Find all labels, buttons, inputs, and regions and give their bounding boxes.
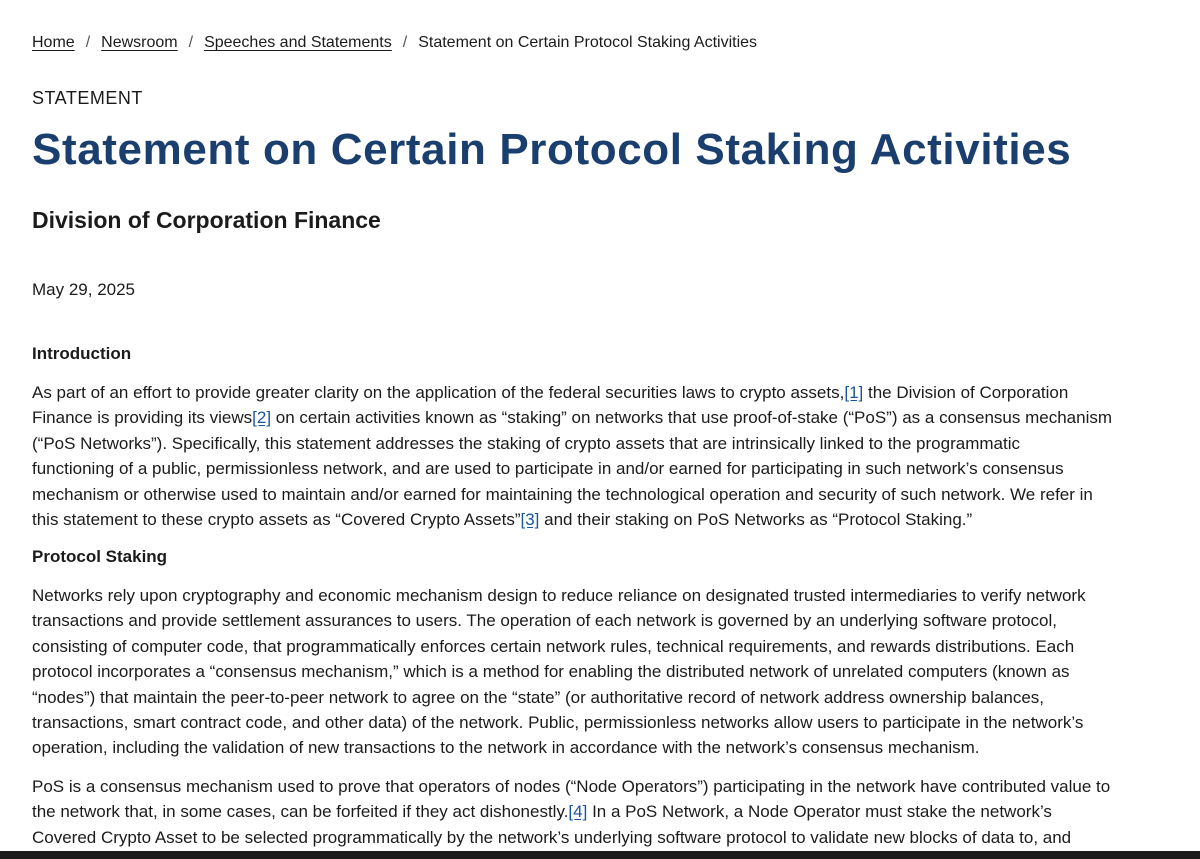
paragraph-line: functioning of a public, permissionless network, and are used to participate in and/or earned for participating in such network’s consensus <box>32 459 1064 479</box>
page-title: Statement on Certain Protocol Staking Activities <box>32 125 1072 174</box>
paragraph-line <box>32 380 1172 405</box>
paragraph-line: Networks rely upon cryptography and economic mechanism design to reduce reliance on designated trusted intermediaries to verify network <box>32 586 1086 605</box>
introduction-heading: Introduction <box>32 344 132 363</box>
breadcrumb-separator: / <box>85 34 91 51</box>
breadcrumb-current: Statement on Certain Protocol Staking Activities <box>418 34 758 51</box>
paragraph-line: protocol incorporates a “consensus mechanism,” which is a method for enabling the distributed network of unrelated computers (known as <box>32 662 1070 682</box>
footnote-1-link[interactable]: [1] <box>844 383 864 402</box>
protocol-staking-paragraph-2 <box>32 774 1172 850</box>
text-run: As part of an effort to provide greater clarity on the application of the federal securities laws to crypto assets, <box>32 383 845 402</box>
division-name: Division of Corporation Finance <box>32 207 381 233</box>
article-type-label: STATEMENT <box>32 88 143 108</box>
text-run: In a PoS Network, a Node Operator must stake the network’s <box>592 802 1052 822</box>
text-run: on certain activities known as “staking” on networks that use proof-of-stake (“PoS”) as a consensus mechanism <box>275 408 1113 428</box>
text-run: the Division of Corporation <box>867 383 1069 402</box>
breadcrumb-separator: / <box>188 34 194 51</box>
paragraph-line: consisting of computer code, that programmatically enforces certain network rules, technical requirements, and rewards distributions. Each <box>32 636 1075 656</box>
text-run: and their staking on PoS Networks as “Protocol Staking.” <box>544 510 973 530</box>
paragraph-line: (“PoS Networks”). Specifically, this statement addresses the staking of crypto assets that are intrinsically linked to the programmatic <box>32 433 1020 453</box>
breadcrumb-home-link[interactable]: Home <box>32 34 75 51</box>
breadcrumb <box>32 33 757 53</box>
text-run: the network that, in some cases, can be forfeited if they act dishonestly. <box>32 802 569 822</box>
paragraph-line: transactions, smart contract code, and other data) of the network. Public, permissionless networks allow users to participate in the network’s <box>32 713 1084 733</box>
paragraph-line: “nodes”) that maintain the peer-to-peer network to agree on the “state” (or authoritative record of network address ownership balances, <box>32 687 1045 707</box>
paragraph-line: Covered Crypto Asset to be selected programmatically by the network’s underlying software protocol to validate new blocks of data to, and <box>32 827 1072 847</box>
paragraph-line <box>32 507 1172 532</box>
text-run: this statement to these crypto assets as “Covered Crypto Assets” <box>32 510 521 530</box>
footnote-4-link[interactable]: [4] <box>568 802 588 822</box>
publish-date: May 29, 2025 <box>32 280 136 299</box>
protocol-staking-paragraph-1 <box>32 583 1172 761</box>
paragraph-line: mechanism or otherwise used to maintain and/or earned for maintaining the technological operation and security of such network. We refer in <box>32 484 1093 504</box>
paragraph-line <box>32 799 1172 824</box>
paragraph-line: operation, including the validation of new transactions to the network in accordance with the network’s consensus mechanism. <box>32 738 980 758</box>
text-run: Finance is providing its views <box>32 408 253 428</box>
breadcrumb-newsroom-link[interactable]: Newsroom <box>101 34 178 51</box>
breadcrumb-separator: / <box>402 34 408 51</box>
paragraph-line <box>32 405 1172 430</box>
footnote-2-link[interactable]: [2] <box>252 408 272 428</box>
breadcrumb-speeches-link[interactable]: Speeches and Statements <box>204 34 392 51</box>
paragraph-line: transactions and provide settlement assurances to users. The operation of each network is governed by an underlying software protocol, <box>32 611 1057 631</box>
introduction-paragraph <box>32 380 1172 532</box>
footnote-3-link[interactable]: [3] <box>520 510 540 530</box>
bottom-edge-bar <box>0 851 1200 859</box>
protocol-staking-heading: Protocol Staking <box>32 547 168 566</box>
paragraph-line: PoS is a consensus mechanism used to prove that operators of nodes (“Node Operators”) participating in the network have contributed value to <box>32 777 1111 796</box>
